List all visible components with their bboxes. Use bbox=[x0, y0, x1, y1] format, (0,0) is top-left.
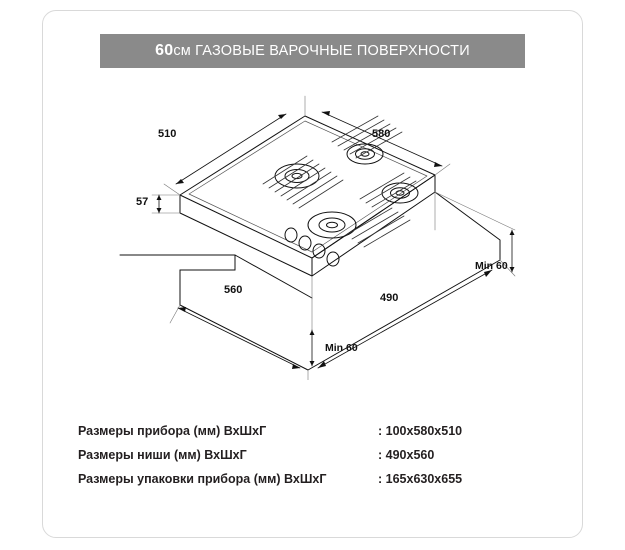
table-row bbox=[78, 448, 548, 472]
technical-drawing bbox=[60, 80, 565, 380]
countertop-left-edge bbox=[120, 255, 235, 270]
control-knob-2 bbox=[299, 236, 311, 250]
table-row bbox=[78, 472, 548, 496]
burner-front-left-cap bbox=[319, 218, 345, 232]
burner-front-right-cap bbox=[391, 188, 410, 198]
dimension-label-width-bottom: 560 bbox=[224, 284, 243, 296]
spec-label-appliance-dimensions: Размеры прибора (мм) ВхШхГ bbox=[78, 424, 267, 438]
spec-label-package-dimensions: Размеры упаковки прибора (мм) ВхШхГ bbox=[78, 472, 327, 486]
spec-label-niche-dimensions: Размеры ниши (мм) ВхШхГ bbox=[78, 448, 247, 462]
page-title bbox=[155, 42, 470, 60]
burner-rear-right-cap bbox=[356, 149, 375, 159]
dimension-label-niche-depth: 490 bbox=[380, 292, 399, 304]
dimension-label-height-side: 57 bbox=[136, 196, 149, 208]
cooktop-drawing-svg bbox=[60, 80, 565, 380]
burner-front-right-center bbox=[396, 191, 404, 195]
specifications-table bbox=[78, 424, 548, 496]
page-title-bar bbox=[100, 34, 525, 68]
cooktop-front-edge bbox=[180, 195, 312, 276]
table-row bbox=[78, 424, 548, 448]
countertop-inner-edge bbox=[235, 255, 312, 298]
page-title-rest: см ГАЗОВЫЕ ВАРОЧНЫЕ ПОВЕРХНОСТИ bbox=[173, 43, 470, 59]
spec-value-appliance-dimensions: : 100x580x510 bbox=[378, 424, 463, 438]
spec-value-niche-dimensions: : 490x560 bbox=[378, 448, 435, 462]
spec-value-package-dimensions: : 165x630x655 bbox=[378, 472, 463, 486]
burner-front-right-ring bbox=[382, 183, 418, 203]
control-knob-1 bbox=[285, 228, 297, 242]
pan-support-grates bbox=[263, 116, 416, 247]
dimension-label-width-top: 580 bbox=[372, 128, 391, 140]
burner-front-left-ring bbox=[308, 212, 356, 238]
burner-front-left-center bbox=[327, 222, 338, 228]
dimension-lines bbox=[157, 111, 515, 369]
dimension-label-depth-top: 510 bbox=[158, 128, 177, 140]
cooktop-right-edge bbox=[312, 175, 435, 276]
countertop-right-outline bbox=[435, 192, 500, 260]
dimension-label-min-clearance-right: Min 60 bbox=[475, 260, 508, 272]
page-title-prefix: 60 bbox=[155, 42, 174, 59]
dimension-label-min-clearance-front: Min 60 bbox=[325, 342, 358, 354]
